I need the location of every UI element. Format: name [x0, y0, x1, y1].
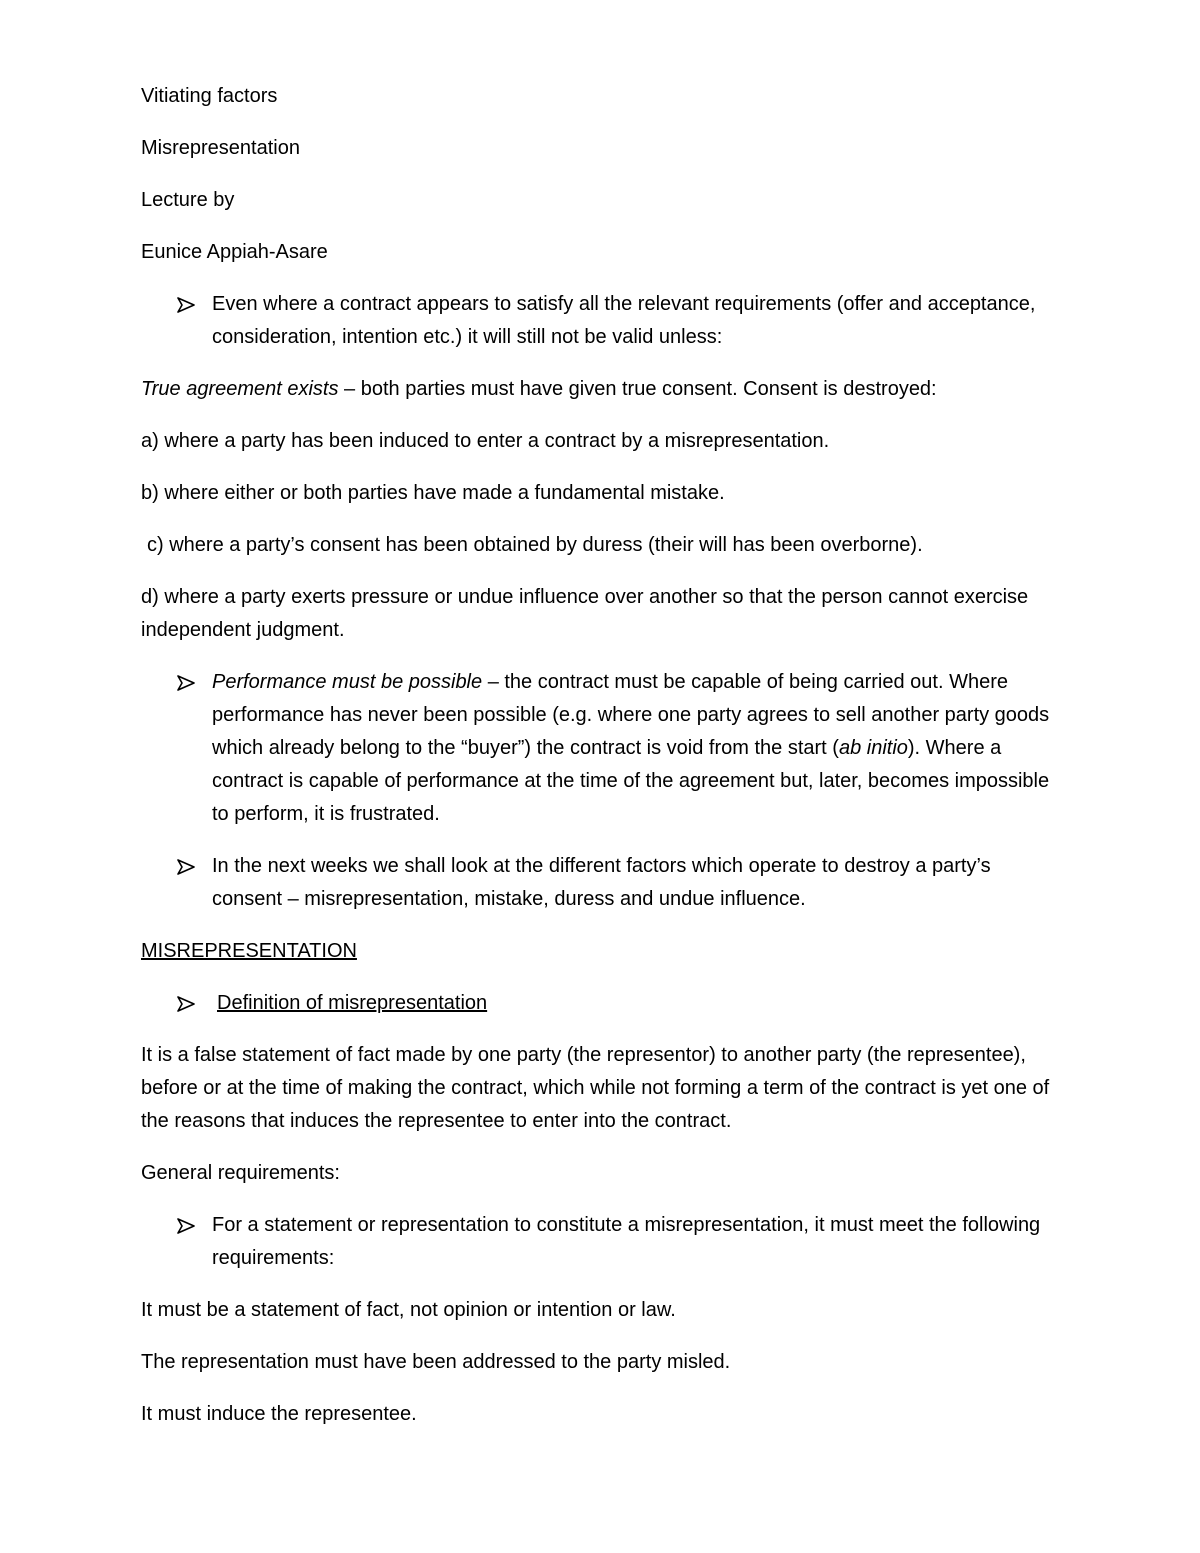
- bullet-text-performance: [212, 671, 1049, 825]
- performance-text-part1: – the contract must be capable of being carried out. Where performance has never been possible (e.g. where one party agrees to sell another party goods which already belong to the “buyer”) the contract is void from the start (: [212, 671, 1050, 759]
- arrowhead-bullet-icon: [177, 850, 197, 883]
- definition-paragraph: It is a false statement of fact made by one party (the representor) to another party (the representee), before or at the time of making the contract, which while not forming a term of the contract is yet one of the reasons that induces the representee to enter into the contract.: [141, 1044, 1050, 1132]
- performance-term: Performance must be possible: [212, 671, 483, 693]
- requirement-item: It must induce the representee.: [141, 1403, 417, 1425]
- bullet-text-requirements: For a statement or representation to constitute a misrepresentation, it must meet the following requirements:: [212, 1214, 1041, 1269]
- arrowhead-bullet-icon: [177, 987, 197, 1020]
- performance-text-part2: ). Where a contract is capable of performance at the time of the agreement but, later, becomes impossible to perform, it is frustrated.: [212, 737, 1050, 825]
- definition-heading: Definition of misrepresentation: [217, 992, 488, 1014]
- bullet-item-intro: [141, 288, 1051, 354]
- bullet-item-performance: [141, 666, 1051, 831]
- performance-latin-term: ab initio: [838, 737, 908, 759]
- true-agreement-term: True agreement exists: [141, 378, 339, 400]
- title-line-author: Eunice Appiah-Asare: [141, 241, 328, 263]
- bullet-item-definition-heading: [141, 987, 1051, 1020]
- title-line-subtopic: Misrepresentation: [141, 137, 300, 159]
- bullet-text-next-weeks: In the next weeks we shall look at the different factors which operate to destroy a party’s consent – misrepresentation, mistake, duress and undue influence.: [212, 855, 991, 910]
- requirement-item: The representation must have been addressed to the party misled.: [141, 1351, 731, 1373]
- arrowhead-bullet-icon: [177, 288, 197, 321]
- general-requirements-label: General requirements:: [141, 1162, 340, 1184]
- true-agreement-paragraph: [141, 373, 1051, 406]
- true-agreement-text: – both parties must have given true consent. Consent is destroyed:: [338, 378, 937, 400]
- bullet-item-next-weeks: [141, 850, 1051, 916]
- section-heading: MISREPRESENTATION: [141, 940, 357, 962]
- consent-item-a: a) where a party has been induced to enter a contract by a misrepresentation.: [141, 430, 830, 452]
- requirement-item: It must be a statement of fact, not opinion or intention or law.: [141, 1299, 676, 1321]
- title-line-lecture-by: Lecture by: [141, 189, 235, 211]
- title-line-topic: Vitiating factors: [141, 85, 278, 107]
- bullet-item-requirements: [141, 1209, 1051, 1275]
- arrowhead-bullet-icon: [177, 1209, 197, 1242]
- document-body: [141, 80, 1051, 1431]
- consent-item-d: d) where a party exerts pressure or undue influence over another so that the person cannot exercise independent judgment.: [141, 586, 1029, 641]
- consent-item-b: b) where either or both parties have made a fundamental mistake.: [141, 482, 725, 504]
- arrowhead-bullet-icon: [177, 666, 197, 699]
- bullet-text-intro: Even where a contract appears to satisfy all the relevant requirements (offer and acceptance, consideration, intention etc.) it will still not be valid unless:: [212, 293, 1036, 348]
- consent-item-c: c) where a party’s consent has been obtained by duress (their will has been overborne).: [147, 534, 923, 556]
